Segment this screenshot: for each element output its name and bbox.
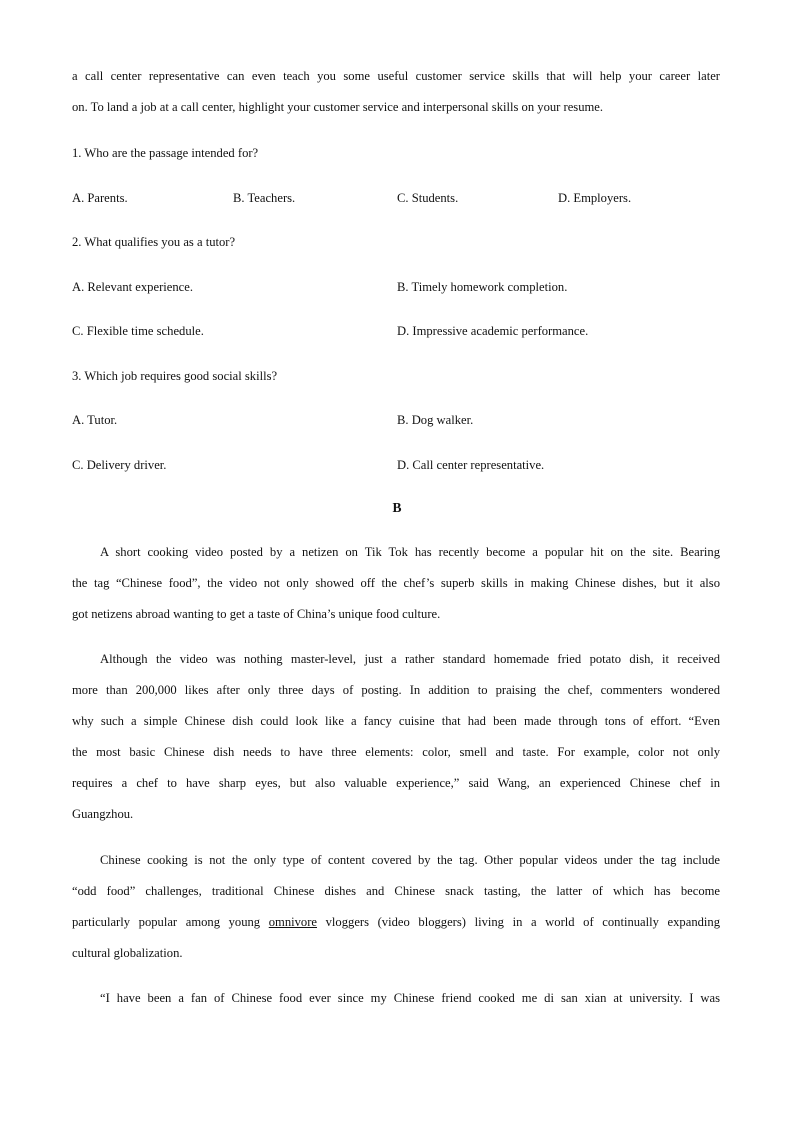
question-3-option-d: D. Call center representative. — [397, 458, 545, 472]
question-3-option-b: B. Dog walker. — [397, 413, 474, 427]
paragraph-3-line-4: cultural globalization. — [72, 946, 183, 960]
question-1-option-d: D. Employers. — [558, 191, 632, 205]
paragraph-1-line-1: A short cooking video posted by a netizen on Tik Tok has recently become a popular hit on the site. Bearing — [100, 545, 720, 559]
paragraph-2-line-3: why such a simple Chinese dish could look like a fancy cuisine that had been made through tons of effort. “Even — [72, 714, 720, 728]
question-1-option-c: C. Students. — [397, 191, 459, 205]
paragraph-1-line-2: the tag “Chinese food”, the video not only showed off the chef’s superb skills in making Chinese dishes, but it also — [72, 576, 720, 590]
question-2-option-d: D. Impressive academic performance. — [397, 324, 589, 338]
passage-paragraph-3 — [72, 852, 720, 976]
question-3-option-c: C. Delivery driver. — [72, 458, 167, 472]
paragraph-2-line-4: the most basic Chinese dish needs to have three elements: color, smell and taste. For example, color not only — [72, 745, 720, 759]
passage-paragraph-4 — [72, 990, 720, 1021]
question-2-option-b: B. Timely homework completion. — [397, 280, 568, 294]
paragraph-2-line-5: requires a chef to have sharp eyes, but also valuable experience,” said Wang, an experienced Chinese chef in — [72, 776, 720, 790]
passage-paragraph-1 — [72, 544, 720, 637]
question-2-option-a: A. Relevant experience. — [72, 280, 193, 294]
paragraph-3-line-3-start: particularly popular among young — [72, 915, 269, 929]
intro-line-2: on. To land a job at a call center, highlight your customer service and interpersonal skills on your resume. — [72, 100, 604, 114]
intro-line-1: a call center representative can even teach you some useful customer service skills that will help your career later — [72, 69, 720, 83]
question-1-option-a: A. Parents. — [72, 191, 128, 205]
section-heading: B — [392, 500, 402, 515]
intro-paragraph — [72, 68, 720, 130]
paragraph-2-line-1: Although the video was nothing master-level, just a rather standard homemade fried potato dish, it received — [100, 652, 720, 666]
paragraph-1-line-3: got netizens abroad wanting to get a taste of China’s unique food culture. — [72, 607, 441, 621]
paragraph-2-line-2: more than 200,000 likes after only three days of posting. In addition to praising the chef, commenters wondered — [72, 683, 720, 697]
paragraph-4-line-1: “I have been a fan of Chinese food ever since my Chinese friend cooked me di san xian at university. I was — [100, 991, 720, 1005]
paragraph-3-line-2: “odd food” challenges, traditional Chinese dishes and Chinese snack tasting, the latter of which has become — [72, 884, 720, 898]
paragraph-2-line-6: Guangzhou. — [72, 807, 134, 821]
question-1-option-b: B. Teachers. — [233, 191, 296, 205]
paragraph-3-line-1: Chinese cooking is not the only type of content covered by the tag. Other popular videos under the tag include — [100, 853, 720, 867]
passage-paragraph-2 — [72, 651, 720, 837]
underlined-word-omnivore: omnivore — [268, 915, 318, 929]
question-1-stem: 1. Who are the passage intended for? — [72, 146, 259, 160]
question-3-option-a: A. Tutor. — [72, 413, 118, 427]
question-2-option-c: C. Flexible time schedule. — [72, 324, 204, 338]
paragraph-3-line-3-end: vloggers (video bloggers) living in a world of continually expanding — [317, 915, 721, 929]
paragraph-3-line-3 — [72, 914, 720, 945]
question-2-stem: 2. What qualifies you as a tutor? — [72, 235, 236, 249]
question-3-stem: 3. Which job requires good social skills? — [72, 369, 278, 383]
